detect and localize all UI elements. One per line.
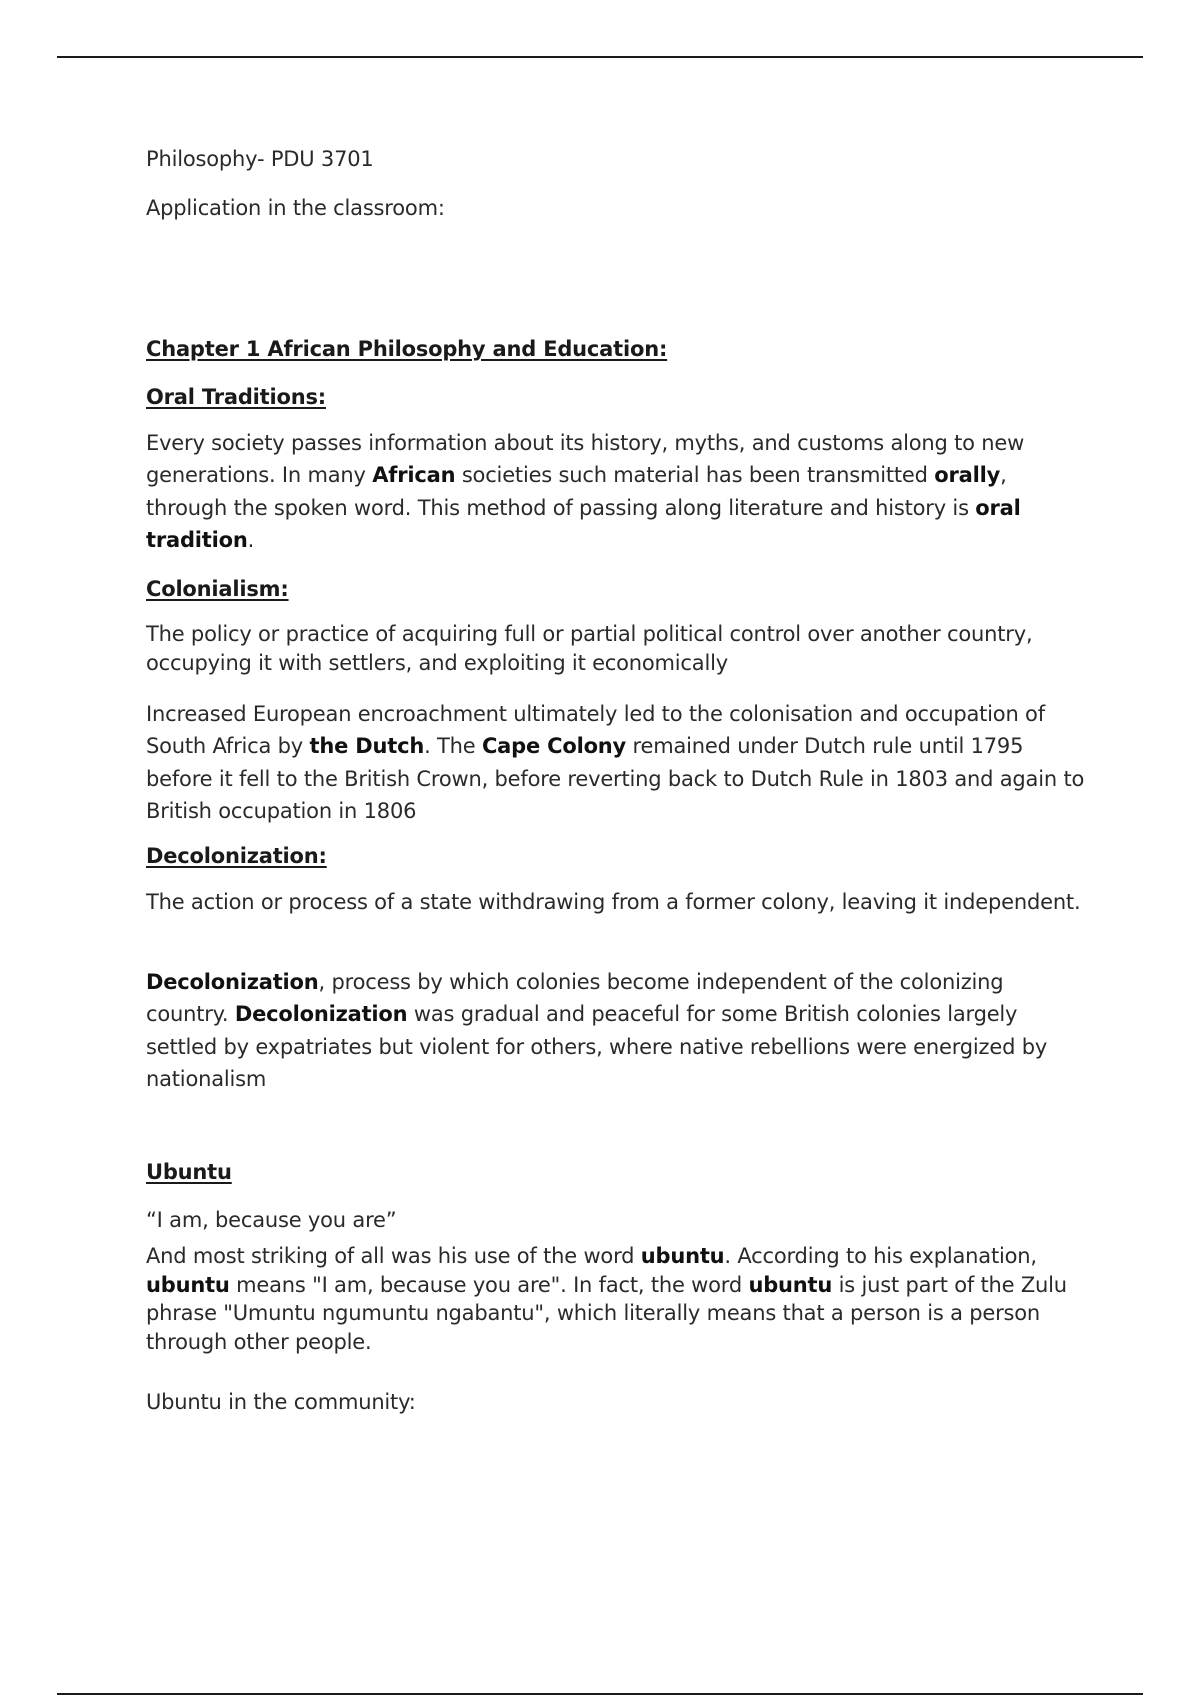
application-label: Application in the classroom: <box>146 196 445 220</box>
bold-term: Decolonization <box>234 1002 408 1027</box>
bold-term: ubuntu <box>146 1272 230 1297</box>
colonialism-paragraph: Increased European encroachment ultimately led to the colonisation and occupation of South Africa by the Dutch. The Cape Colony remained under Dutch rule until 1795 before it fell to the British Crown, before reverting back to Dutch Rule in 1803 and again to British occupation in 1806 <box>146 702 1085 823</box>
colonialism-definition: The policy or practice of acquiring full or partial political control over another country, occupying it with settlers, and exploiting it economically <box>146 622 1033 675</box>
ubuntu-paragraph: And most striking of all was his use of the word ubuntu. According to his explanation, ubuntu means "I am, because you are". In fact, the word ubuntu is just part of the Zulu phrase "Umuntu ngumuntu ngabantu", which literally means that a person is a person through other people. <box>146 1244 1067 1354</box>
bold-term: ubuntu <box>748 1272 833 1297</box>
bold-term: orally <box>934 463 1001 488</box>
course-title: Philosophy- PDU 3701 <box>146 147 374 171</box>
bottom-rule <box>57 1693 1143 1695</box>
colonialism-heading: Colonialism: <box>146 577 289 601</box>
decolonization-paragraph: Decolonization, process by which colonies become independent of the colonizing country. Decolonization was gradual and peaceful for some British colonies largely settled by expatriates but violent for others, where native rebellions were energized by nationalism <box>146 970 1048 1091</box>
bold-term: African <box>372 463 456 488</box>
top-rule <box>57 56 1143 58</box>
bold-term: Cape Colony <box>481 734 627 759</box>
bold-term: oral tradition <box>146 495 1021 552</box>
oral-traditions-paragraph: Every society passes information about its history, myths, and customs along to new generations. In many African societies such material has been transmitted orally, through the spoken word. This method of passing along literature and history is oral tradition. <box>146 431 1025 552</box>
bold-term: the Dutch <box>309 734 425 759</box>
decolonization-heading: Decolonization: <box>146 844 327 868</box>
bold-term: Decolonization <box>146 970 319 994</box>
ubuntu-quote: “I am, because you are” <box>146 1208 397 1232</box>
ubuntu-community-label: Ubuntu in the community: <box>146 1390 416 1414</box>
ubuntu-heading: Ubuntu <box>146 1160 232 1184</box>
oral-traditions-heading: Oral Traditions: <box>146 385 326 409</box>
decolonization-definition: The action or process of a state withdrawing from a former colony, leaving it independent. <box>146 890 1081 914</box>
chapter-title: Chapter 1 African Philosophy and Education: <box>146 337 668 361</box>
bold-term: ubuntu <box>640 1244 725 1268</box>
